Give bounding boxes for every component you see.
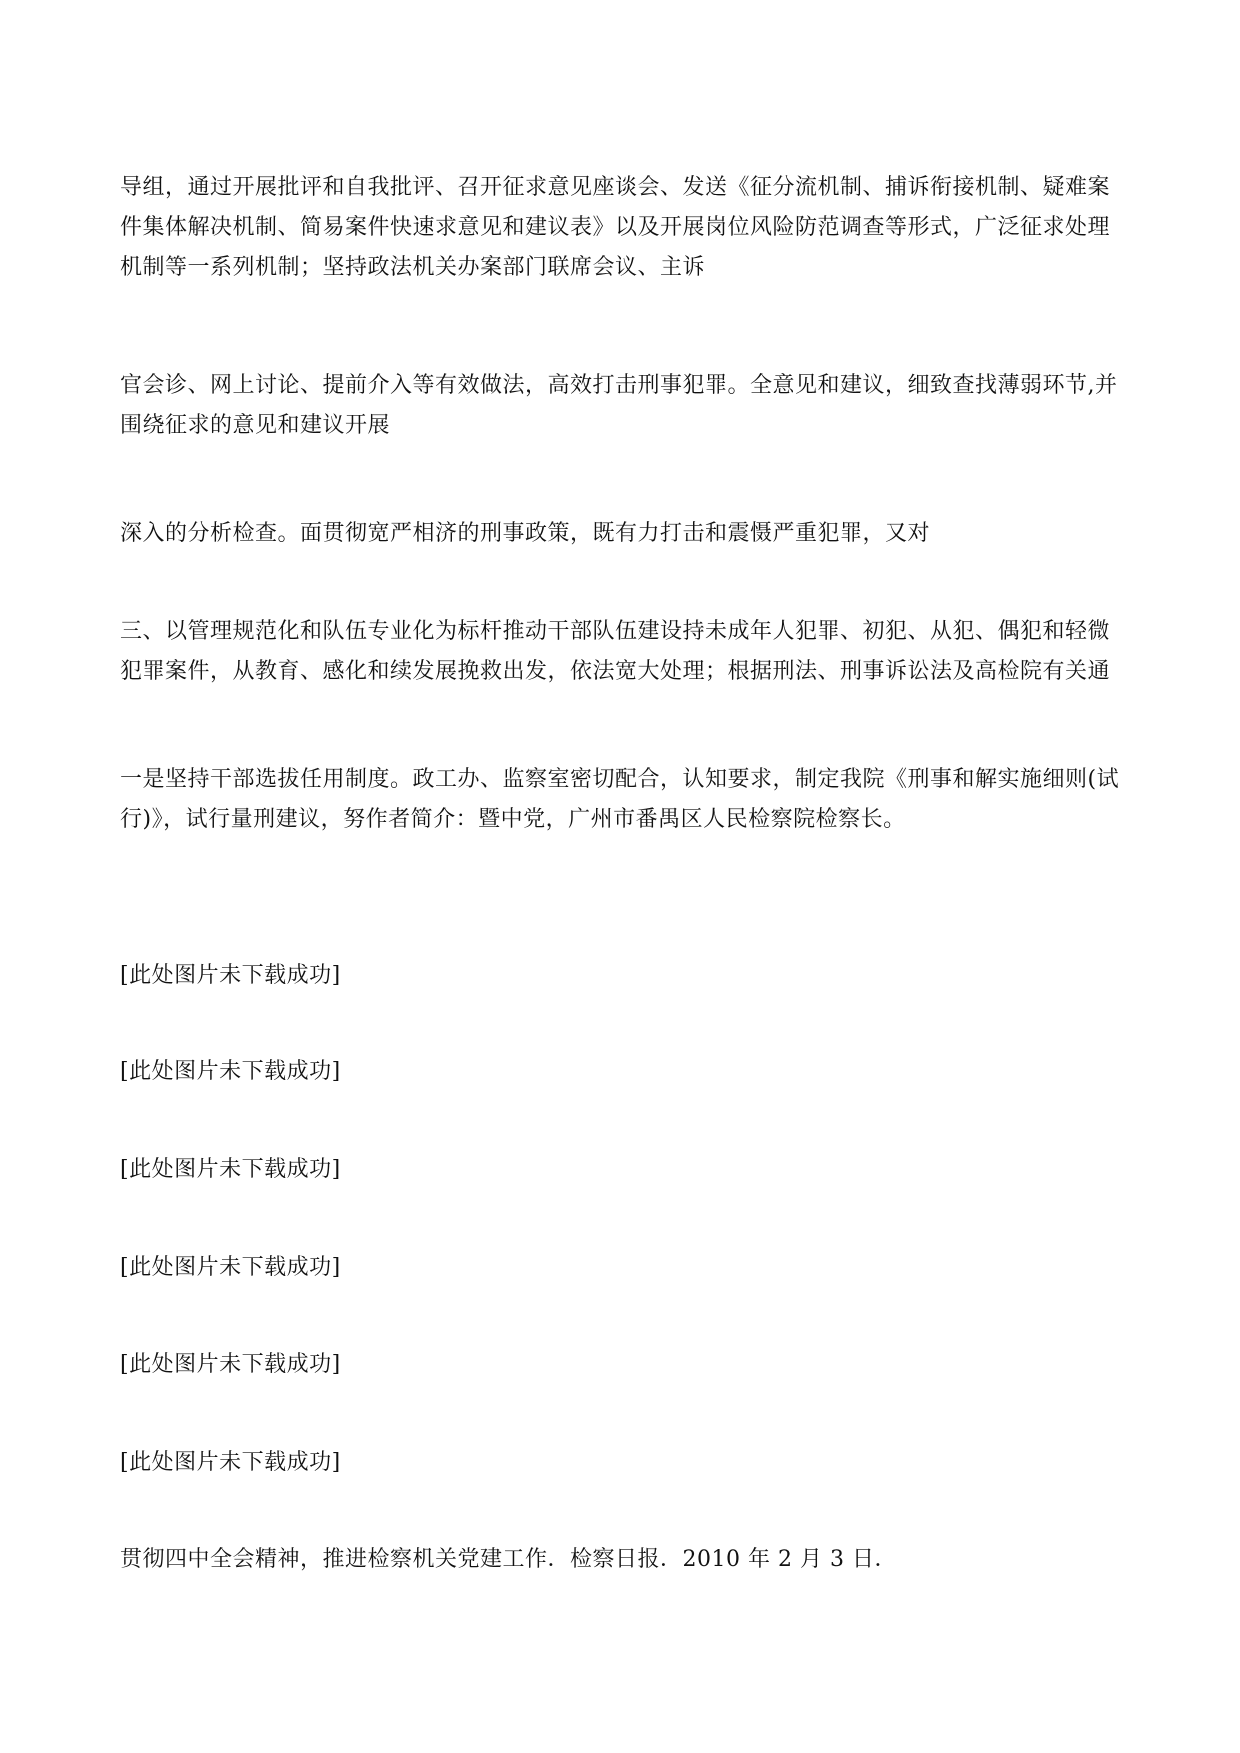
paragraph-3: 深入的分析检查。面贯彻宽严相济的刑事政策，既有力打击和震慑严重犯罪，又对 bbox=[120, 521, 931, 546]
paragraph-2: 官会诊、网上讨论、提前介入等有效做法，高效打击刑事犯罪。全意见和建议，细致查找薄弱环节,并围绕征求的意见和建议开展 bbox=[120, 373, 1118, 438]
image-placeholder-6: [此处图片未下载成功] bbox=[120, 1450, 341, 1475]
paragraph-1: 导组，通过开展批评和自我批评、召开征求意见座谈会、发送《征分流机制、捕诉衔接机制、疑难案件集体解决机制、简易案件快速求意见和建议表》以及开展岗位风险防范调查等形式，广泛征求处理机制等一系列机制；坚持政法机关办案部门联席会议、主诉 bbox=[120, 175, 1111, 280]
image-placeholder-5: [此处图片未下载成功] bbox=[120, 1352, 341, 1377]
image-placeholder-3: [此处图片未下载成功] bbox=[120, 1157, 341, 1182]
reference-citation: 贯彻四中全会精神，推进检察机关党建工作．检察日报．2010 年 2 月 3 日． bbox=[120, 1547, 897, 1572]
image-placeholder-1: [此处图片未下载成功] bbox=[120, 963, 341, 988]
image-placeholder-4: [此处图片未下载成功] bbox=[120, 1255, 341, 1280]
image-placeholder-2: [此处图片未下载成功] bbox=[120, 1059, 341, 1084]
paragraph-5: 一是坚持干部选拔任用制度。政工办、监察室密切配合，认知要求，制定我院《刑事和解实施细则(试行)》，试行量刑建议，努作者简介：暨中党，广州市番禺区人民检察院检察长。 bbox=[120, 767, 1120, 832]
paragraph-4: 三、以管理规范化和队伍专业化为标杆推动干部队伍建设持未成年人犯罪、初犯、从犯、偶犯和轻微犯罪案件，从教育、感化和续发展挽救出发，依法宽大处理；根据刑法、刑事诉讼法及高检院有关通 bbox=[120, 619, 1111, 684]
